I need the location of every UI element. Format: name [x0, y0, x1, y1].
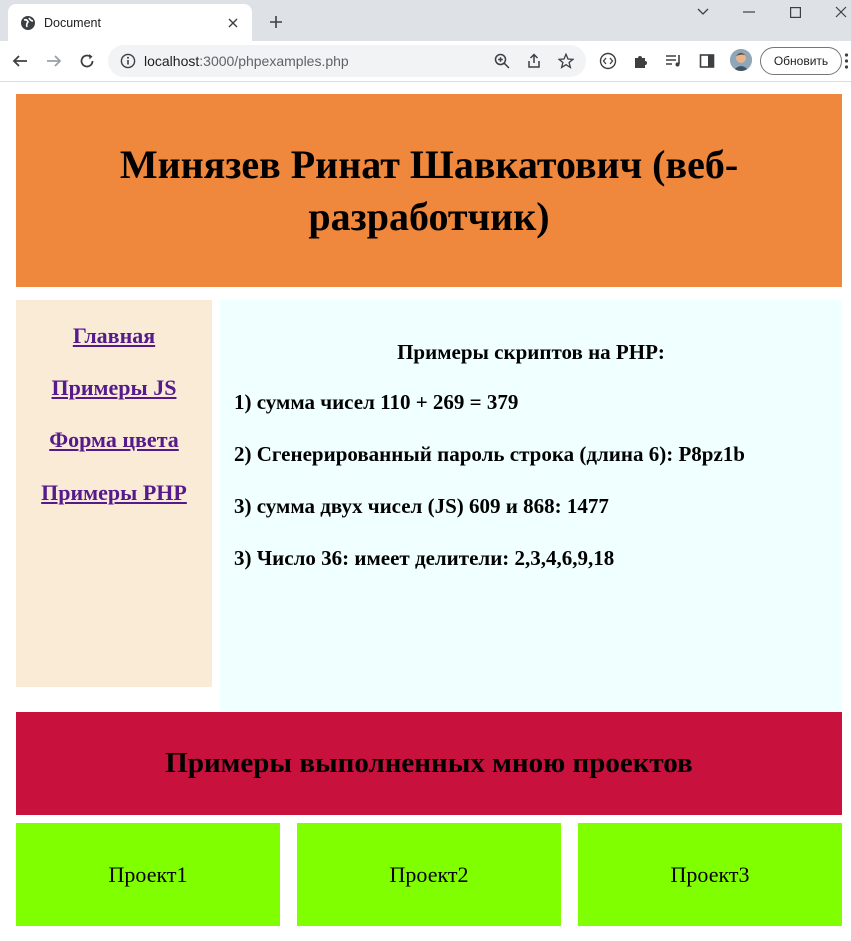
zoom-icon[interactable]: [488, 47, 516, 75]
maximize-icon[interactable]: [772, 0, 818, 24]
reload-icon[interactable]: [73, 47, 101, 75]
side-panel-icon[interactable]: [693, 47, 721, 75]
result-line-divisors: 3) Число 36: имеет делители: 2,3,4,6,9,18: [234, 546, 615, 570]
project-tile-1[interactable]: Проект1: [16, 823, 280, 926]
browser-tab[interactable]: [8, 4, 252, 41]
address-bar[interactable]: [108, 45, 586, 77]
url-text: [144, 45, 349, 77]
nav-link-js-examples[interactable]: Примеры JS: [51, 375, 177, 400]
tab-title: Document: [44, 15, 101, 30]
star-icon[interactable]: [552, 47, 580, 75]
projects-banner: [16, 712, 842, 815]
nav-link-php-examples[interactable]: Примеры PHP: [41, 480, 187, 505]
more-vert-icon[interactable]: [842, 51, 851, 71]
browser-tab-bar: [0, 0, 851, 41]
window-close-icon[interactable]: [818, 0, 851, 24]
section-heading: Примеры скриптов на PHP:: [397, 340, 665, 364]
info-icon[interactable]: [114, 47, 142, 75]
media-queue-icon[interactable]: [660, 47, 688, 75]
back-arrow-icon[interactable]: [6, 47, 34, 75]
project-tile-2[interactable]: Проект2: [297, 823, 561, 926]
main-content: [220, 300, 842, 712]
url-path: :3000/phpexamples.php: [199, 53, 349, 69]
page-title: Минязев Ринат Шавкатович (веб-разработчик): [119, 141, 739, 239]
chevron-down-icon[interactable]: [680, 0, 726, 24]
forward-arrow-icon[interactable]: [40, 47, 68, 75]
page-header: [16, 94, 842, 287]
share-icon[interactable]: [520, 47, 548, 75]
project-tile-3[interactable]: Проект3: [578, 823, 842, 926]
globe-icon: [20, 15, 36, 31]
result-line-password: 2) Сгенерированный пароль строка (длина 6): P8pz1b: [234, 442, 745, 466]
sidebar-nav: [16, 300, 212, 687]
browser-toolbar: [0, 41, 851, 82]
new-tab-plus-icon[interactable]: [264, 10, 288, 34]
url-host: localhost: [144, 53, 200, 69]
projects-heading: Примеры выполненных мною проектов: [165, 747, 693, 779]
result-line-sum: 1) сумма чисел 110 + 269 = 379: [234, 390, 519, 414]
minimize-icon[interactable]: [726, 0, 772, 24]
profile-avatar[interactable]: [730, 49, 752, 71]
close-icon[interactable]: [224, 14, 242, 32]
extension-code-icon[interactable]: [594, 47, 622, 75]
nav-link-home[interactable]: Главная: [72, 323, 156, 348]
nav-link-color-form[interactable]: Форма цвета: [49, 427, 179, 452]
result-line-js-sum: 3) сумма двух чисел (JS) 609 и 868: 1477: [234, 494, 609, 518]
puzzle-icon[interactable]: [627, 47, 655, 75]
update-button[interactable]: Обновить: [760, 47, 842, 75]
